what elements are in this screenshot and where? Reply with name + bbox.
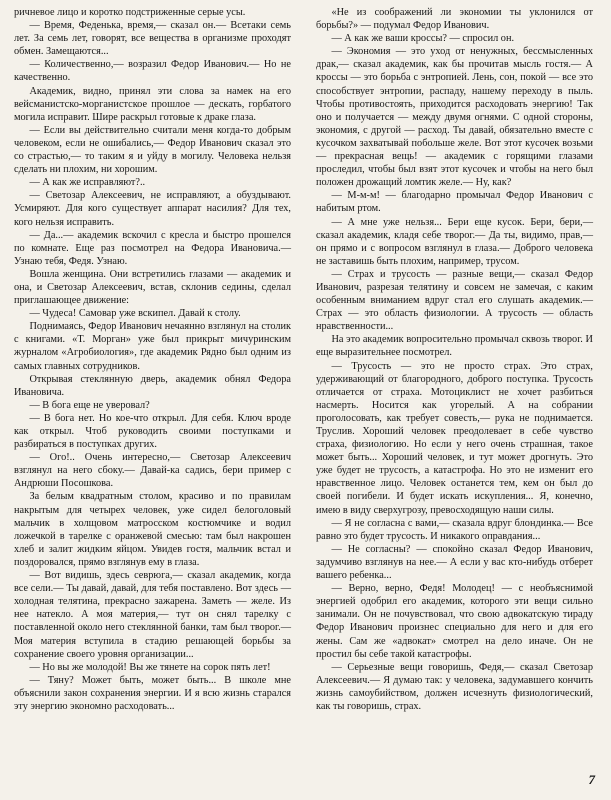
paragraph: Вошла женщина. Они встретились глазами — академик и она, и Светозар Алексеевич, встав, склонив седины, сделал приглашающее движение: — [14, 268, 291, 307]
paragraph: — Верно, верно, Федя! Молодец! — с необъяснимой энергией одобрил его академик, которого эти вещи сильно занимали. Он не почувствовал, что свою адвокатскую тираду Федор Иванович произнес специально для него и для его жены. Сам же «адвокат» смотрел на дело иначе. Он не простил бы себе такой катастрофы. — [316, 583, 593, 660]
paragraph: — Время, Феденька, время,— сказал он.— Всетаки семь лет. За семь лет, говорят, все вещества в организме проходят обмен. Замещаются... — [14, 20, 291, 58]
paragraph: — В бога нет. Но кое-что открыл. Для себя. Ключ вроде как открыл. Чтоб руководить своими поступками и разбираться в поступках других. — [14, 412, 291, 451]
paragraph: — Экономия — это уход от ненужных, бессмысленных драк,— сказал академик, как бы прочитав мысль гостя.— А кроссы — это борьба с энтропией. Лень, сон, покой — все это способствует энтропии, распаду, нашему переходу в пыль. Чтобы противостоять, приходится расходовать энергию! Так оно и получается — между двумя огнями. С одной стороны, экономия, с другой — расход. Ты давай, обязательно вместе с кусочком захватывай побольше желе. Вот этот кусочек возьми — прекрасная вещь! — академик с горящими глазами проследил, чтобы был взят этот кусочек и чтобы на него был положен дрожащий ломтик желе.— Ну, как? — [316, 46, 593, 189]
paragraph: — В бога еще не уверовал? — [29, 399, 150, 411]
paragraph: — Трусость — это не просто страх. Это страх, удерживающий от благородного, доброго поступка. Трусость отличается от страха. Мотоциклист не хочет разбиться насмерть. Носится как угорелый. А на собрании проголосовать, как требует совесть,— рука не поднимается. Труслив. Хороший человек преодолевает в себе чувство страха, физиологию. Но если у него очень страшная, такое может быть... Хороший человек, и тут может дрогнуть. Это уже будет не трусость, а катастрофа. Но это не изменит его нравственное лицо. Человек останется тем, кем он был до своей погибели. И будет искать искупления... Я, конечно, имею в виду сверхугрозу, превосходящую наши силы. — [316, 360, 593, 516]
left-column — [14, 6, 291, 713]
paragraph: — Количественно,— возразил Федор Иванович.— Но не качественно. — [14, 59, 291, 84]
paragraph: — Если вы действительно считали меня когда-то добрым человеком, если не ошибались,— Федор Иванович сказал это со страстью,— то таким я и уйду в могилу. Человека нельзя сделать ни плохим, ни хорошим. — [14, 124, 291, 176]
paragraph: Поднимаясь, Федор Иванович нечаянно взглянул на столик с книгами. «Т. Морган» уже был прикрыт мичуринским журналом «Агробиология», где академик Рядно был одним из самых главных сотрудников. — [14, 321, 291, 372]
paragraph: За белым квадратным столом, красиво и по правилам накрытым для четырех человек, уже сидел белоголовый мальчик в холщовом матросском костюмчике и водил ложечкой в тарелке с оранжевой смесью: там был накрошен хлеб и залит жидким яйцом. Увидев гостя, мальчик встал и поздоровался, прямо взглянув ему в глаза. — [14, 491, 291, 568]
paragraph: Академик, видно, принял эти слова за намек на его вейсманистско-морганистское прошлое — дескать, горбатого могила исправит. Шире раскрыл готовые к драке глаза. — [14, 85, 291, 123]
paragraph: — Чудеса! Самовар уже вскипел. Давай к столу. — [29, 308, 241, 320]
paragraph: — Но вы же молодой! Вы же тянете на сорок пять лет! — [29, 661, 271, 673]
paragraph: — Да...— академик вскочил с кресла и быстро прошелся по комнате. Еще раз посмотрел на Федора Ивановича.— Узнаю тебя, Федя. Узнаю. — [14, 229, 291, 267]
paragraph: — А мне уже нельзя... Бери еще кусок. Бери, бери,— сказал академик, кладя себе творог.— Да ты, видимо, прав,— он прямо и с вопросом взглянул в глаза.— Доброго человека не заставишь быть плохим, например, трусом. — [316, 216, 593, 267]
paragraph: — А как же исправляют?.. — [29, 177, 146, 189]
right-column — [316, 6, 593, 713]
paragraph: — Страх и трусость — разные вещи,— сказал Федор Иванович, разрезая телятину и совсем не замечая, с каким особенным вниманием вдруг стал его слушать академик.— Страх — это область физиологии. А трусость — область нравственности... — [316, 268, 593, 333]
paragraph: Открывая стеклянную дверь, академик обнял Федора Ивановича. — [14, 373, 291, 398]
paragraph: — Я не согласна с вами,— сказала вдруг блондинка.— Все равно это будет трусость. И никакого оправдания... — [316, 517, 593, 542]
paragraph: На это академик вопросительно промычал сквозь творог. И еще выразительнее посмотрел. — [316, 334, 593, 359]
paragraph: — А как же ваши кроссы? — спросил он. — [331, 33, 515, 45]
paragraph: — Светозар Алексеевич, не исправляют, а обуздывают. Усмиряют. Для кого существует аппарат насилия? Для тех, кого нельзя исправить. — [14, 190, 291, 228]
paragraph: — Тяну? Может быть, может быть... В школе мне объяснили закон сохранения энергии. И я всю жизнь старался эту энергию экономно расходовать... — [14, 674, 291, 712]
paragraph: — Вот видишь, здесь севрюга,— сказал академик, когда все сели.— Ты давай, давай, для тебя поставлено. Вот здесь — холодная телятина, прекрасно зажарена. Заметь — желе. Из нее натекло. А моя материя,— тут он снял тарелку с поставленной около него стеклянной банки, там был творог.— Моя материя вступила в стадию решающей борьбы за сохранение своего уровня организации... — [14, 570, 291, 660]
paragraph: — Не согласны? — спокойно сказал Федор Иванович, задумчиво взглянув на нее.— А если у вас кто-нибудь отберет вашего ребенка... — [316, 543, 593, 582]
paragraph: ричневое лицо и коротко подстриженные серые усы. — [14, 7, 246, 18]
page-number: 7 — [588, 772, 595, 787]
paragraph: — М-м-м! — благодарно промычал Федор Иванович с набитым ртом. — [316, 190, 593, 215]
paragraph: «Не из соображений ли экономии ты уклонился от борьбы?» — подумал Федор Иванович. — [316, 7, 593, 32]
paragraph: — Серьезные вещи говоришь, Федя,— сказал Светозар Алексеевич.— Я думаю так: у человека, задумавшего кончить жизнь самоубийством, должен исчезнуть физиологический, как ты говоришь, страх. — [316, 661, 593, 712]
paragraph: — Ого!.. Очень интересно,— Светозар Алексеевич взглянул на него сбоку.— Давай-ка садись, бери пример с Андрюши Посошкова. — [14, 452, 291, 490]
